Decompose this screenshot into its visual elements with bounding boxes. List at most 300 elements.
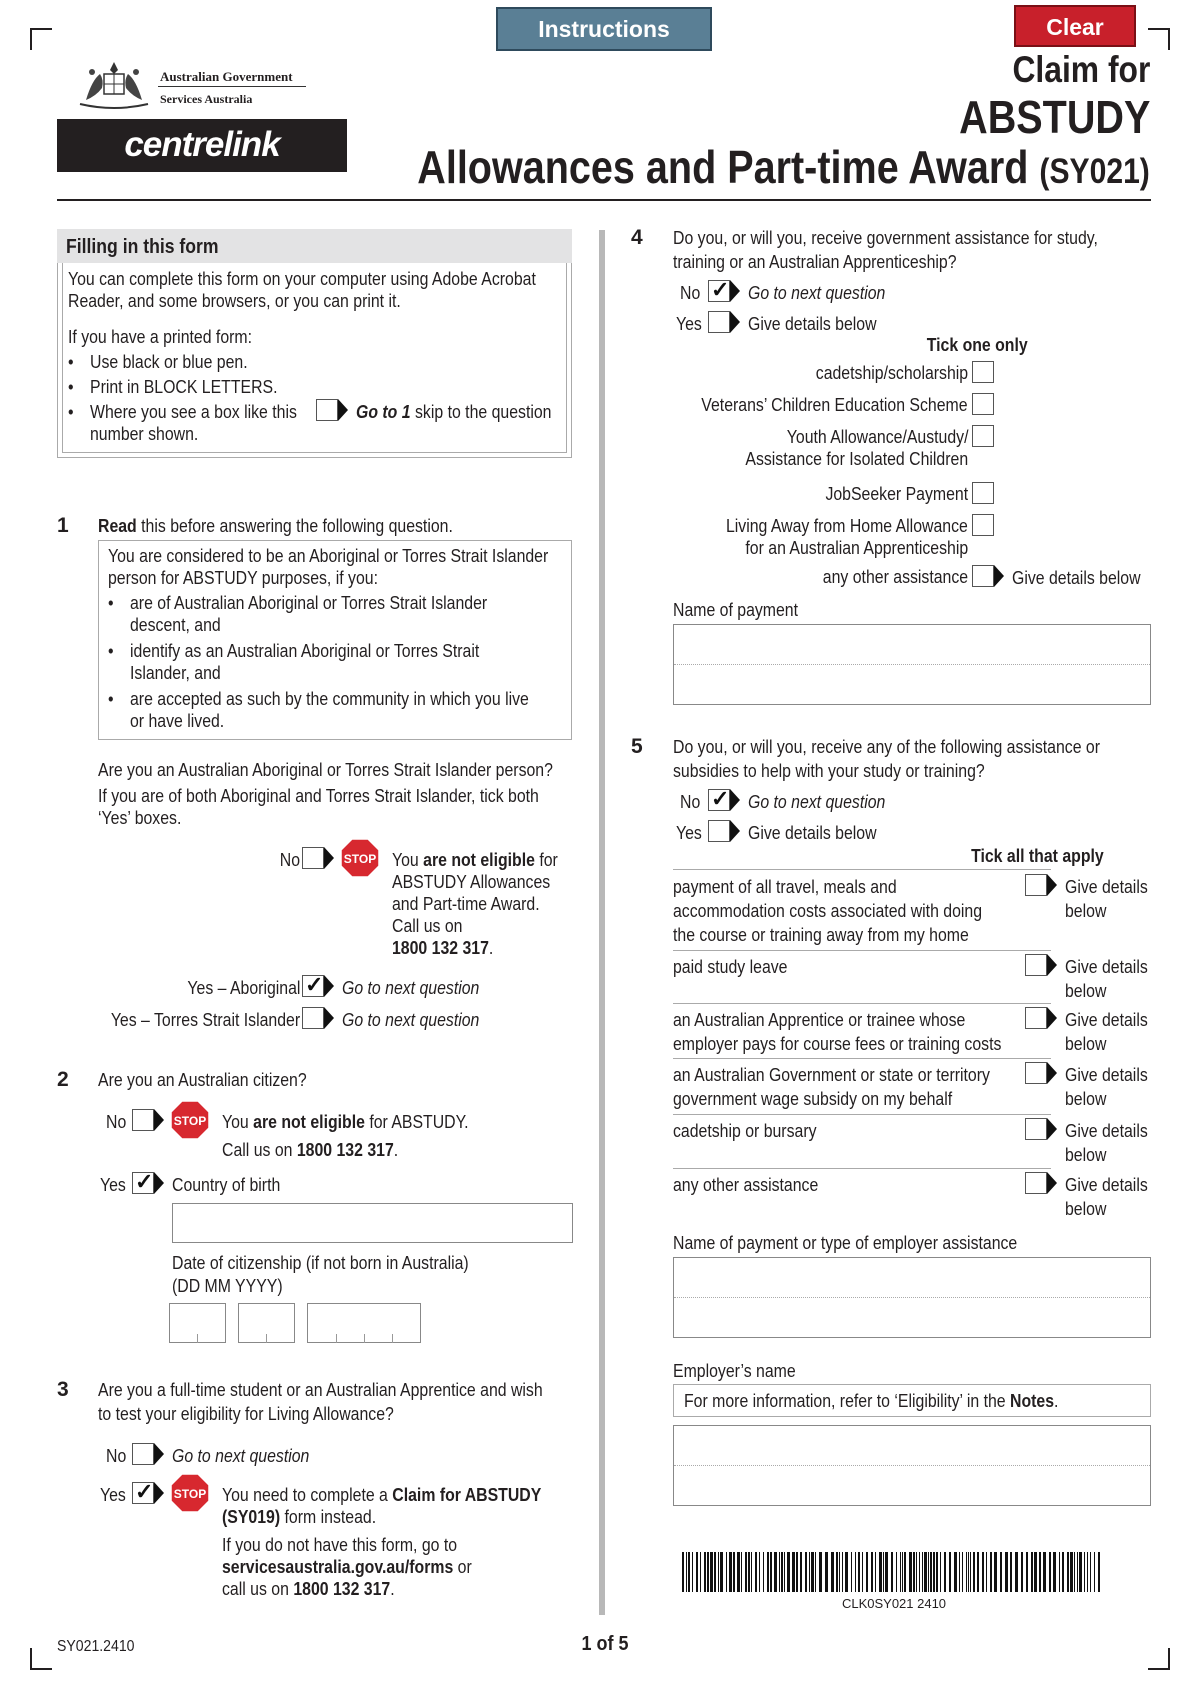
q4-option-5-checkbox[interactable] [972, 514, 994, 536]
barcode-bar [1098, 1552, 1100, 1592]
barcode-bar [781, 1552, 783, 1592]
q5-go-next: Go to next question [748, 792, 886, 812]
go-to-arrow-icon [1047, 1118, 1057, 1140]
q5-row-1-line-2: accommodation costs associated with doing [673, 901, 983, 921]
q5-row-3-line-1: an Australian Apprentice or trainee whose [673, 1010, 966, 1030]
q5-row-3-line-2: employer pays for course fees or training costs [673, 1034, 1002, 1054]
q4-option-5-label-2: for an Australian Apprenticeship [745, 538, 968, 558]
barcode-bar [973, 1552, 975, 1592]
q2-no-msg-pre: You [222, 1112, 249, 1132]
barcode-bar [710, 1552, 713, 1592]
q2-date-label-2: (DD MM YYYY) [172, 1276, 283, 1296]
q2-no-checkbox[interactable] [132, 1109, 154, 1131]
go-to-arrow-icon [730, 280, 740, 302]
q3-message-line-1 [222, 1484, 541, 1506]
citizenship-year-input[interactable] [307, 1303, 421, 1343]
q5-row-6-line-1: any other assistance [673, 1175, 819, 1195]
q1-read-instruction [98, 515, 453, 537]
q5-info-text [684, 1390, 1058, 1412]
q4-question-line-2: training or an Australian Apprenticeship? [673, 252, 957, 272]
q5-row-2-details-2: below [1065, 981, 1107, 1001]
header-rule [57, 199, 1151, 201]
barcode-bar [922, 1552, 923, 1592]
question-5-number: 5 [631, 735, 643, 758]
gov-name: Australian Government [160, 69, 293, 84]
q1-box-line-2: person for ABSTUDY purposes, if you: [108, 568, 379, 588]
barcode-bar [1049, 1552, 1051, 1592]
q5-row-6-checkbox[interactable] [1025, 1172, 1047, 1194]
go-to-arrow-icon [730, 789, 740, 811]
row-divider [673, 950, 1051, 951]
q1-bullet-2-line-1: identify as an Australian Aboriginal or Torres Strait [130, 641, 480, 661]
q1-box-line-1: You are considered to be an Aboriginal or Torres Strait Islander [108, 546, 549, 566]
bullet-dot: • [68, 352, 74, 372]
svg-text:STOP: STOP [173, 1114, 207, 1128]
barcode-bar [909, 1552, 912, 1592]
column-divider [599, 230, 605, 1615]
q1-yes-aboriginal-checkbox[interactable] [302, 975, 324, 997]
question-4-number: 4 [631, 226, 643, 249]
q5-row-3-details-1: Give details [1065, 1010, 1148, 1030]
input-line-divider [674, 1465, 1150, 1466]
barcode-bar [800, 1552, 802, 1592]
barcode-bar [682, 1552, 684, 1592]
q1-yes-aboriginal-label: Yes – Aboriginal [186, 978, 300, 998]
q5-no-checkbox[interactable] [708, 789, 730, 811]
row-divider [673, 1168, 1051, 1169]
q4-option-3-label-1: Youth Allowance/Austudy/ [786, 427, 968, 447]
barcode-bar [733, 1552, 735, 1592]
go-to-arrow-icon [324, 847, 334, 869]
bullet-dot: • [108, 593, 114, 613]
q5-question-line-1: Do you, or will you, receive any of the following assistance or [673, 737, 1101, 757]
question-1-number: 1 [57, 514, 69, 537]
input-line-divider [674, 1297, 1150, 1298]
barcode-bar [994, 1552, 997, 1592]
barcode-bar [839, 1552, 840, 1592]
barcode-bar [1034, 1552, 1037, 1592]
q5-info-post: . [1054, 1391, 1059, 1411]
barcode-bar [1053, 1552, 1056, 1592]
barcode-bar [977, 1552, 979, 1592]
q1-note-line-2: ‘Yes’ boxes. [98, 808, 182, 828]
barcode-bar [751, 1552, 752, 1592]
barcode-bar [896, 1552, 897, 1592]
barcode-bar [986, 1552, 987, 1592]
q4-yes-checkbox[interactable] [708, 311, 730, 333]
digit-separator [364, 1334, 365, 1343]
forms-link[interactable]: servicesaustralia.gov.au/forms [222, 1557, 454, 1577]
q5-row-1-line-3: the course or training away from my home [673, 925, 969, 945]
barcode-bar [855, 1552, 856, 1592]
q1-bullet-3-line-2: or have lived. [130, 711, 225, 731]
bullet-dot: • [108, 689, 114, 709]
barcode-bar [904, 1552, 906, 1592]
go-to-arrow-icon [730, 311, 740, 333]
agency-name: Services Australia [160, 92, 253, 106]
q1-no-msg-post: for [539, 850, 558, 870]
q3-msg-call: call us on [222, 1579, 289, 1599]
q3-question-line-1: Are you a full-time student or an Australian Apprentice and wish [98, 1380, 543, 1400]
q4-option-6-label: any other assistance [822, 567, 968, 587]
barcode-bar [875, 1552, 876, 1592]
q2-no-label: No [106, 1112, 127, 1132]
barcode-bar [1074, 1552, 1075, 1592]
barcode-bar [916, 1552, 917, 1592]
q5-info-pre: For more information, refer to ‘Eligibility’ in the [684, 1391, 1006, 1411]
q4-option-6-checkbox[interactable] [972, 565, 994, 587]
q2-question: Are you an Australian citizen? [98, 1070, 307, 1090]
stop-icon [170, 1473, 210, 1513]
barcode-bar [1059, 1552, 1060, 1592]
q1-phone: 1800 132 317 [392, 938, 489, 958]
q4-option-1-checkbox[interactable] [972, 361, 994, 383]
q4-yes-label: Yes [676, 314, 702, 334]
barcode-bar [707, 1552, 709, 1592]
barcode-bar [930, 1552, 932, 1592]
q5-row-1-details-1: Give details [1065, 877, 1148, 897]
barcode-bar [1021, 1552, 1023, 1592]
q5-row-5-details-2: below [1065, 1145, 1107, 1165]
q3-message-line-5: call us on 1800 132 317. [222, 1579, 395, 1599]
question-3-number: 3 [57, 1378, 69, 1401]
q5-row-2-line-1: paid study leave [673, 957, 788, 977]
barcode-bar [962, 1552, 963, 1592]
barcode-bar [966, 1552, 967, 1592]
q2-phone: 1800 132 317 [296, 1140, 394, 1160]
row-divider [673, 1003, 1051, 1004]
q5-row-4-details-2: below [1065, 1089, 1107, 1109]
input-line-divider [674, 664, 1150, 665]
barcode-bar [714, 1552, 716, 1592]
filling-goto-label: Go to 1 [356, 402, 411, 422]
digit-separator [392, 1334, 393, 1343]
q5-row-4-checkbox[interactable] [1025, 1062, 1047, 1084]
q1-note-line-1: If you are of both Aboriginal and Torres Strait Islander, tick both [98, 786, 539, 806]
q1-no-message-line-2: ABSTUDY Allowances [392, 872, 551, 892]
filling-bullet-1: Use black or blue pen. [90, 352, 248, 372]
filling-bullet-3-post: skip to the question [415, 402, 552, 422]
crop-mark-top-left [30, 28, 52, 50]
q4-name-of-payment-label: Name of payment [673, 600, 799, 620]
q2-no-msg-bold: are not eligible [253, 1112, 365, 1132]
q1-read-bold: Read [98, 516, 137, 536]
barcode-bar [1000, 1552, 1002, 1592]
barcode-bar [718, 1552, 719, 1592]
barcode-bar [784, 1552, 785, 1592]
q1-no-message-line-3: and Part-time Award. [392, 894, 540, 914]
q3-message-line-3: If you do not have this form, go to [222, 1535, 458, 1555]
q3-no-checkbox[interactable] [132, 1443, 154, 1465]
digit-separator [266, 1334, 267, 1343]
go-to-arrow-icon [154, 1109, 164, 1131]
barcode-bar [815, 1552, 816, 1592]
q5-row-3-checkbox[interactable] [1025, 1007, 1047, 1029]
q1-yes-tsi-checkbox[interactable] [302, 1007, 324, 1029]
q1-go-next-2: Go to next question [342, 1010, 480, 1030]
q4-option-2-label: Veterans’ Children Education Scheme [701, 395, 968, 415]
q4-option-4-label: JobSeeker Payment [825, 484, 968, 504]
go-to-arrow-icon [994, 565, 1004, 587]
example-checkbox [316, 399, 338, 421]
barcode-bar [741, 1552, 742, 1592]
barcode-bar [688, 1552, 690, 1592]
barcode-bar [1090, 1552, 1091, 1592]
q1-no-checkbox[interactable] [302, 847, 324, 869]
q4-name-of-payment-input[interactable] [673, 624, 1151, 705]
stop-icon [170, 1100, 210, 1140]
barcode [682, 1552, 1106, 1592]
q5-row-3-details-2: below [1065, 1034, 1107, 1054]
q3-msg-pre: You need to complete a [222, 1485, 388, 1505]
barcode-bar [720, 1552, 723, 1592]
q3-yes-label: Yes [100, 1485, 126, 1505]
crop-mark-top-right [1148, 28, 1170, 50]
row-divider [673, 869, 1051, 870]
go-to-arrow-icon [1047, 1007, 1057, 1029]
barcode-bar [1094, 1552, 1095, 1592]
q5-row-5-details-1: Give details [1065, 1121, 1148, 1141]
barcode-bar [862, 1552, 863, 1592]
barcode-bar [1062, 1552, 1064, 1592]
go-to-arrow-icon [324, 1007, 334, 1029]
q5-yes-checkbox[interactable] [708, 820, 730, 842]
barcode-bar [968, 1552, 969, 1592]
barcode-bar [900, 1552, 901, 1592]
clear-button[interactable]: Clear [1014, 5, 1136, 47]
q4-option-3-label-2: Assistance for Isolated Children [745, 449, 968, 469]
instructions-button[interactable]: Instructions [496, 7, 712, 51]
q1-no-message-line-4: Call us on [392, 916, 463, 936]
barcode-bar [1070, 1552, 1073, 1592]
barcode-bar [1031, 1552, 1033, 1592]
barcode-bar [1079, 1552, 1082, 1592]
q4-option-6-details: Give details below [1012, 568, 1141, 588]
crop-mark-bottom-right [1148, 1648, 1170, 1670]
centrelink-logo [57, 119, 347, 172]
page-title [417, 140, 1150, 194]
q3-go-next: Go to next question [172, 1446, 310, 1466]
barcode-bar [1084, 1552, 1085, 1592]
bullet-dot: • [68, 402, 74, 422]
barcode-bar [700, 1552, 701, 1592]
barcode-bar [745, 1552, 747, 1592]
q3-message-line-2 [222, 1506, 376, 1528]
barcode-bar [940, 1552, 941, 1592]
q5-row-4-line-2: government wage subsidy on my behalf [673, 1089, 953, 1109]
go-to-arrow-icon [154, 1172, 164, 1194]
q1-go-next-1: Go to next question [342, 978, 480, 998]
q5-row-1-checkbox[interactable] [1025, 874, 1047, 896]
coat-of-arms-icon [74, 56, 154, 112]
q4-question-line-1: Do you, or will you, receive government assistance for study, [673, 228, 1098, 248]
centrelink-wordmark: centrelink [124, 125, 280, 164]
q5-row-6-details-1: Give details [1065, 1175, 1148, 1195]
barcode-bar [831, 1552, 834, 1592]
svg-text:STOP: STOP [173, 1487, 207, 1501]
q4-no-label: No [680, 283, 701, 303]
barcode-bar [936, 1552, 938, 1592]
q1-read-rest: this before answering the following question. [141, 516, 453, 536]
q5-row-5-checkbox[interactable] [1025, 1118, 1047, 1140]
barcode-bar [770, 1552, 772, 1592]
barcode-bar [1026, 1552, 1028, 1592]
barcode-bar [1077, 1552, 1078, 1592]
filling-heading: Filling in this form [66, 236, 219, 258]
go-to-arrow-icon [730, 820, 740, 842]
barcode-bar [1010, 1552, 1012, 1592]
barcode-bar [748, 1552, 750, 1592]
q4-option-3-checkbox[interactable] [972, 425, 994, 447]
barcode-bar [696, 1552, 698, 1592]
title-claim-for: Claim for [1012, 49, 1150, 90]
q2-no-msg-post: for ABSTUDY. [369, 1112, 469, 1132]
q2-yes-label: Yes [100, 1175, 126, 1195]
barcode-bar [949, 1552, 951, 1592]
q5-employer-name-label: Employer’s name [673, 1361, 796, 1381]
page-number: 1 of 5 [581, 1633, 629, 1655]
barcode-bar [779, 1552, 780, 1592]
crop-mark-bottom-left [30, 1648, 52, 1670]
go-to-arrow-icon [1047, 1172, 1057, 1194]
filling-intro: You can complete this form on your computer using Adobe Acrobat Reader, and some browsers, or you can print it. [68, 269, 536, 311]
barcode-bar [928, 1552, 929, 1592]
q5-row-2-checkbox[interactable] [1025, 954, 1047, 976]
barcode-bar [811, 1552, 814, 1592]
q1-no-message-line-1 [392, 849, 558, 871]
go-to-arrow-icon [324, 975, 334, 997]
q5-row-6-details-2: below [1065, 1199, 1107, 1219]
barcode-bar [866, 1552, 868, 1592]
form-code: (SY021) [1039, 152, 1150, 191]
q5-tick-all: Tick all that apply [971, 846, 1104, 866]
bullet-dot: • [68, 377, 74, 397]
barcode-bar [686, 1552, 687, 1592]
q1-bullet-3-line-1: are accepted as such by the community in which you live [130, 689, 529, 709]
barcode-bar [858, 1552, 860, 1592]
barcode-bar [879, 1552, 882, 1592]
barcode-bar [809, 1552, 810, 1592]
barcode-bar [726, 1552, 727, 1592]
barcode-bar [954, 1552, 957, 1592]
q5-give-details: Give details below [748, 823, 877, 843]
q4-option-4-checkbox[interactable] [972, 482, 994, 504]
barcode-bar [763, 1552, 764, 1592]
barcode-bar [919, 1552, 920, 1592]
q5-row-1-line-1: payment of all travel, meals and [673, 877, 897, 897]
q5-no-label: No [680, 792, 701, 812]
go-to-arrow-icon [154, 1482, 164, 1504]
barcode-bar [845, 1552, 848, 1592]
q3-question-line-2: to test your eligibility for Living Allowance? [98, 1404, 394, 1424]
q2-no-message-line-1 [222, 1111, 469, 1133]
barcode-bar [792, 1552, 795, 1592]
q1-bullet-1-line-1: are of Australian Aboriginal or Torres Strait Islander [130, 593, 488, 613]
bullet-dot: • [108, 641, 114, 661]
q4-go-next: Go to next question [748, 283, 886, 303]
go-to-arrow-icon [1047, 874, 1057, 896]
q5-question-line-2: subsidies to help with your study or training? [673, 761, 985, 781]
go-to-arrow-icon [338, 399, 348, 421]
q5-info-notes: Notes [1010, 1391, 1055, 1411]
barcode-bar [692, 1552, 693, 1592]
barcode-bar [729, 1552, 732, 1592]
q3-no-label: No [106, 1446, 127, 1466]
barcode-bar [891, 1552, 893, 1592]
row-divider [673, 1114, 1051, 1115]
q1-no-message-phone: 1800 132 317. [392, 938, 494, 958]
q4-give-details: Give details below [748, 314, 877, 334]
filling-bullet-3-pre: Where you see a box like this [90, 402, 297, 422]
barcode-bar [787, 1552, 790, 1592]
q3-msg-code: (SY019) [222, 1507, 281, 1527]
q5-row-4-details-1: Give details [1065, 1065, 1148, 1085]
q4-option-5-label-1: Living Away from Home Allowance [726, 516, 968, 536]
employer-name-input[interactable] [673, 1425, 1151, 1506]
barcode-bar [913, 1552, 915, 1592]
barcode-bar [819, 1552, 822, 1592]
q2-no-message-line-2: Call us on 1800 132 317. [222, 1140, 399, 1160]
barcode-bar [924, 1552, 927, 1592]
digit-separator [336, 1334, 337, 1343]
q3-yes-checkbox[interactable] [132, 1482, 154, 1504]
q3-phone: 1800 132 317 [293, 1579, 391, 1599]
barcode-bar [970, 1552, 971, 1592]
q2-yes-checkbox[interactable] [132, 1172, 154, 1194]
title-abstudy: ABSTUDY [958, 91, 1150, 143]
q5-row-1-details-2: below [1065, 901, 1107, 921]
barcode-bar [982, 1552, 984, 1592]
q4-no-checkbox[interactable] [708, 280, 730, 302]
question-2-number: 2 [57, 1068, 69, 1091]
barcode-bar [851, 1552, 852, 1592]
citizenship-day-input[interactable] [169, 1303, 226, 1343]
q4-option-2-checkbox[interactable] [972, 393, 994, 415]
svg-text:STOP: STOP [343, 852, 377, 866]
filling-bullet-3-line2: number shown. [90, 424, 199, 444]
barcode-bar [836, 1552, 838, 1592]
barcode-bar [1087, 1552, 1088, 1592]
row-divider [673, 1058, 1051, 1059]
filling-printed-intro: If you have a printed form: [68, 327, 253, 347]
barcode-bar [825, 1552, 828, 1592]
go-to-arrow-icon [1047, 1062, 1057, 1084]
digit-separator [197, 1334, 198, 1343]
q1-question: Are you an Australian Aboriginal or Torres Strait Islander person? [98, 760, 553, 780]
q1-no-msg-pre: You [392, 850, 419, 870]
q5-name-of-payment-input[interactable] [673, 1257, 1151, 1338]
barcode-bar [767, 1552, 769, 1592]
q1-bullet-2-line-2: Islander, and [130, 663, 221, 683]
q5-row-4-line-1: an Australian Government or state or territory [673, 1065, 990, 1085]
q5-name-of-payment-label: Name of payment or type of employer assistance [673, 1233, 1018, 1253]
barcode-bar [885, 1552, 888, 1592]
stop-icon [340, 838, 380, 878]
q5-yes-label: Yes [676, 823, 702, 843]
q2-call-us: Call us on [222, 1140, 293, 1160]
barcode-bar [990, 1552, 992, 1592]
barcode-bar [959, 1552, 960, 1592]
q3-msg-post: form instead. [284, 1507, 377, 1527]
country-of-birth-input[interactable] [172, 1203, 573, 1243]
barcode-bar [883, 1552, 884, 1592]
barcode-bar [774, 1552, 777, 1592]
barcode-bar [842, 1552, 843, 1592]
q2-country-label: Country of birth [172, 1175, 281, 1195]
barcode-bar [704, 1552, 706, 1592]
citizenship-month-input[interactable] [238, 1303, 295, 1343]
barcode-bar [1005, 1552, 1008, 1592]
